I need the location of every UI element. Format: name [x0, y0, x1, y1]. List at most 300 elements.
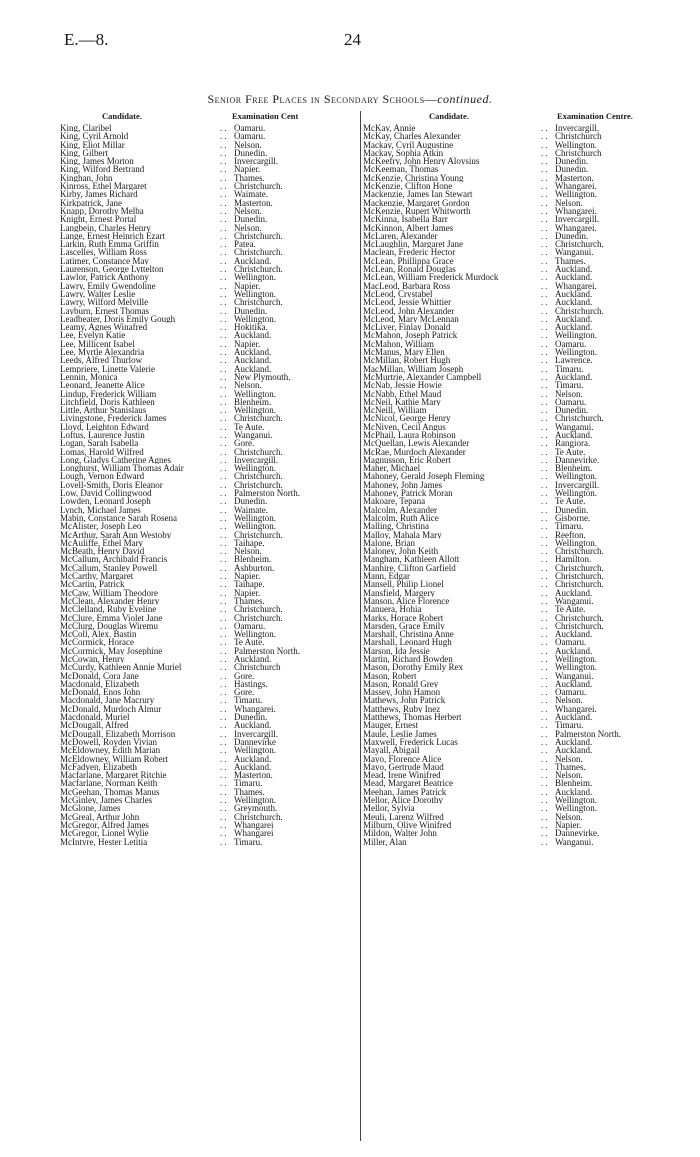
leader-dots: .. — [220, 305, 229, 316]
candidate-name: Mahoney, Patrick Moran — [363, 489, 453, 498]
examination-centre: Christchurch. — [234, 413, 283, 424]
candidate-name: McLeod, Mary McLennan — [363, 314, 459, 324]
examination-centre: Auckland. — [234, 255, 272, 266]
examination-centre: Wellington. — [555, 488, 598, 499]
leader-dots: .. — [220, 753, 229, 764]
table-row — [60, 597, 358, 605]
leader-dots: .. — [541, 131, 550, 142]
right-column — [360, 111, 689, 1141]
examination-centre: Wellington. — [555, 537, 598, 548]
leader-dots: .. — [541, 678, 550, 689]
table-row — [60, 224, 358, 232]
leader-dots: .. — [541, 396, 550, 407]
leader-dots: .. — [220, 471, 229, 482]
examination-centre: Greymouth. — [234, 803, 278, 814]
table-row — [363, 829, 689, 837]
leader-dots: .. — [220, 313, 229, 324]
table-row — [363, 555, 689, 563]
table-row — [363, 614, 689, 622]
table-row — [363, 124, 689, 132]
examination-centre: Christchurch. — [234, 471, 283, 482]
examination-centre: Wellington. — [234, 629, 277, 640]
table-row — [60, 564, 358, 572]
candidate-name: Lynch, Michael James — [60, 505, 141, 514]
leader-dots: .. — [220, 181, 229, 192]
examination-centre: Oamaru. — [555, 396, 587, 407]
examination-centre: Wellington. — [234, 388, 277, 399]
table-row — [60, 414, 358, 422]
leader-dots: .. — [220, 811, 229, 822]
examination-centre: Thames. — [234, 172, 265, 183]
leader-dots: .. — [541, 363, 550, 374]
table-row — [60, 141, 358, 149]
table-row — [60, 663, 358, 671]
examination-centre: Wellington. — [234, 313, 277, 324]
table-row — [363, 572, 689, 580]
leader-dots: .. — [220, 736, 229, 747]
examination-centre: Wellington. — [234, 795, 277, 806]
candidate-name: McMahon, William — [363, 339, 434, 349]
candidate-name: Lloyd, Leighton Edward — [60, 422, 149, 431]
candidate-name: McCormick, May Josephine — [60, 646, 163, 655]
leader-dots: .. — [541, 313, 550, 324]
candidate-name: McLean, Phillippa Grace — [363, 256, 454, 266]
leader-dots: .. — [541, 645, 550, 656]
examination-centre: Nelson. — [234, 205, 262, 216]
candidate-name: Lindup, Frederick William — [60, 389, 157, 398]
table-row — [60, 614, 358, 622]
table-row — [363, 207, 689, 215]
table-row — [60, 273, 358, 281]
leader-dots: .. — [220, 147, 229, 158]
leader-dots: .. — [220, 579, 229, 590]
examination-centre: Dannevirke. — [555, 828, 600, 839]
examination-centre: Christchurch. — [555, 305, 604, 316]
candidate-name: McLaren, Alexander — [363, 231, 438, 241]
leader-dots: .. — [220, 687, 229, 698]
leader-dots: .. — [541, 322, 550, 333]
leader-dots: .. — [541, 247, 550, 258]
table-row — [60, 174, 358, 182]
examination-centre: Nelson. — [234, 380, 262, 391]
candidate-name: McAlister, Joseph Leo — [60, 522, 142, 531]
leader-dots: .. — [220, 421, 229, 432]
table-row — [363, 605, 689, 613]
examination-centre: Auckland. — [555, 645, 593, 656]
table-row — [60, 804, 358, 812]
leader-dots: .. — [541, 612, 550, 623]
candidate-name: MacMillan, William Joseph — [363, 364, 464, 373]
leader-dots: .. — [541, 795, 550, 806]
candidate-name: Lawry, Emily Gwendoline — [60, 281, 156, 290]
leader-dots: .. — [541, 761, 550, 772]
table-row — [60, 157, 358, 165]
table-row — [60, 580, 358, 588]
leader-dots: .. — [220, 288, 229, 299]
table-row — [363, 232, 689, 240]
examination-centre: Timaru. — [555, 380, 584, 391]
table-row — [60, 647, 358, 655]
examination-centre: Auckland. — [234, 363, 272, 374]
leader-dots: .. — [541, 380, 550, 391]
candidate-name: McColl, Alex. Bastin — [60, 630, 137, 639]
candidate-name: Mahoney, Gerald Joseph Fleming — [363, 472, 485, 481]
leader-dots: .. — [541, 338, 550, 349]
examination-centre: Thames. — [234, 786, 265, 797]
examination-centre: Christchurch. — [234, 264, 283, 275]
examination-centre: Te Aute. — [555, 496, 586, 507]
leader-dots: .. — [541, 264, 550, 275]
table-row — [363, 713, 689, 721]
candidate-name: Mason, Ronald Grey — [363, 679, 439, 689]
examination-centre: Thames. — [234, 595, 265, 606]
examination-centre: Palmerston North. — [234, 488, 300, 499]
leader-dots: .. — [541, 488, 550, 499]
leader-dots: .. — [220, 446, 229, 457]
leader-dots: .. — [220, 537, 229, 548]
candidate-name: Magnusson, Eric Robert — [363, 455, 451, 465]
candidate-name: McDougall, Elizabeth Morrison — [60, 729, 176, 738]
candidate-name: Lovell-Smith, Doris Eleanor — [60, 480, 163, 490]
examination-centre: Dunedin. — [555, 405, 589, 416]
examination-centre: Taihape. — [234, 579, 265, 590]
candidate-name: McGregor, Alfred James — [60, 820, 149, 830]
candidate-name: Latimer, Constance May — [60, 256, 149, 266]
candidate-name: Malloy, Mahala Mary — [363, 530, 442, 539]
examination-centre: Wellington. — [555, 189, 598, 200]
leader-dots: .. — [541, 123, 550, 133]
leader-dots: .. — [220, 463, 229, 474]
examination-centre: Wellington. — [234, 512, 277, 523]
candidate-name: McDowell, Royden Vivian — [60, 737, 158, 747]
candidate-name: Malcolm, Alexander — [363, 505, 437, 514]
examination-centre: Hastings. — [234, 678, 268, 689]
candidate-name: McKay, Charles Alexander — [363, 132, 461, 141]
candidate-name: McDonald, Cora Jane — [60, 671, 139, 680]
leader-dots: .. — [541, 745, 550, 756]
table-row — [363, 721, 689, 729]
candidate-name: McManus, Mary Ellen — [363, 348, 445, 357]
candidate-name: Lee, Millicent Isabel — [60, 339, 135, 349]
report-reference: E.—8. — [64, 30, 109, 49]
leader-dots: .. — [220, 454, 229, 465]
examination-centre: Auckland. — [234, 753, 272, 764]
leader-dots: .. — [541, 654, 550, 664]
examination-centre: Te Aute. — [234, 637, 265, 648]
leader-dots: .. — [541, 181, 550, 192]
candidate-name: Manson, Alice Florence — [363, 596, 450, 606]
leader-dots: .. — [220, 629, 229, 640]
examination-centre: Nelson. — [555, 811, 583, 822]
table-row — [60, 838, 358, 846]
leader-dots: .. — [220, 828, 229, 839]
candidate-name: McKinna, Isabella Barr — [363, 215, 448, 224]
table-row — [363, 273, 689, 281]
leader-dots: .. — [541, 778, 550, 789]
table-row — [363, 489, 689, 497]
candidate-header: Candidate. — [102, 111, 142, 121]
table-row — [60, 522, 358, 530]
candidate-name: Leonard, Jeanette Alice — [60, 381, 145, 390]
candidate-header: Candidate. — [429, 111, 469, 121]
leader-dots: .. — [541, 728, 550, 739]
examination-centre: Oamaru. — [555, 338, 587, 349]
examination-centre: Napier. — [234, 164, 261, 175]
examination-centre: Dunedin. — [234, 496, 268, 507]
table-row — [363, 597, 689, 605]
table-row — [60, 390, 358, 398]
candidate-name: McPhail, Laura Robinson — [363, 430, 456, 440]
leader-dots: .. — [541, 272, 550, 283]
candidate-name: McRae, Murdoch Alexander — [363, 447, 466, 456]
leader-dots: .. — [220, 239, 229, 250]
examination-centre: Te Aute. — [555, 446, 586, 457]
table-row — [60, 431, 358, 439]
examination-centre: Masterton. — [234, 197, 273, 208]
candidate-name: Layburn, Ernest Thomas — [60, 306, 150, 315]
candidate-name: Mayo, Florence Alice — [363, 754, 442, 763]
table-row — [363, 763, 689, 771]
candidate-name: Lowden, Leonard Joseph — [60, 497, 151, 506]
table-row — [363, 630, 689, 638]
table-row — [363, 174, 689, 182]
examination-centre: Auckland. — [234, 330, 272, 341]
table-row — [60, 738, 358, 746]
examination-centre: Timaru. — [555, 363, 584, 374]
table-row — [363, 755, 689, 763]
candidate-name: Long, Gladys Catherine Agnes — [60, 455, 171, 465]
examination-centre: Invercargill. — [555, 479, 600, 490]
leader-dots: .. — [541, 288, 550, 299]
leader-dots: .. — [541, 371, 550, 382]
candidate-name: Mahoney, John James — [363, 480, 443, 490]
candidate-name: McCartin, Patrick — [60, 580, 125, 589]
table-row — [60, 771, 358, 779]
leader-dots: .. — [541, 811, 550, 822]
candidate-name: King, Gilbert — [60, 148, 108, 158]
examination-centre: Auckland. — [234, 654, 272, 664]
leader-dots: .. — [541, 413, 550, 424]
examination-centre: Dannevirke. — [555, 454, 600, 465]
candidate-name: Marshall, Leonard Hugh — [363, 638, 452, 647]
leader-dots: .. — [220, 637, 229, 648]
table-row — [363, 456, 689, 464]
candidate-name: McArthur, Sarah Ann Westoby — [60, 530, 172, 539]
examination-centre: Wellington. — [555, 803, 598, 814]
candidate-name: McNab, Jessie Howie — [363, 381, 442, 390]
leader-dots: .. — [220, 330, 229, 341]
examination-centre: Auckland. — [234, 355, 272, 366]
leader-dots: .. — [220, 230, 229, 241]
table-row — [60, 265, 358, 273]
examination-centre: Masterton. — [234, 770, 273, 781]
examination-centre: Oamaru. — [234, 131, 266, 142]
examination-centre: Whangarei — [234, 828, 274, 839]
table-row — [363, 431, 689, 439]
candidate-name: Mackay, Sophia Atkin — [363, 148, 444, 158]
candidate-name: McLean, William Frederick Murdock — [363, 273, 499, 282]
leader-dots: .. — [220, 222, 229, 233]
table-row — [363, 298, 689, 306]
leader-dots: .. — [220, 529, 229, 540]
table-row — [60, 688, 358, 696]
candidate-name: Lascelles, William Ross — [60, 248, 147, 257]
examination-centre: Auckland. — [555, 371, 593, 382]
candidate-name: Mason, Dorothy Emily Rex — [363, 663, 463, 672]
table-row — [60, 257, 358, 265]
leader-dots: .. — [541, 529, 550, 540]
candidate-name: Lempriere, Linette Valerie — [60, 364, 156, 373]
examination-centre: Christchurch. — [555, 579, 604, 590]
examination-centre: Wanganui. — [555, 670, 594, 681]
leader-dots: .. — [220, 678, 229, 689]
examination-centre: Christchurch — [555, 131, 602, 142]
table-row — [60, 539, 358, 547]
table-row — [363, 813, 689, 821]
examination-centre: Wellington. — [555, 139, 598, 150]
table-row — [60, 506, 358, 514]
candidate-name: Lawry, Wilford Melville — [60, 298, 149, 307]
examination-centre: Wellington. — [234, 521, 277, 532]
examination-centre: Auckland. — [555, 264, 593, 275]
examination-centre: Whangarei. — [555, 222, 597, 233]
examination-centre: Christchurch. — [555, 413, 604, 424]
candidate-name: Maxwell, Frederick Lucas — [363, 737, 458, 747]
leader-dots: .. — [220, 654, 229, 664]
examination-centre: Christchurch. — [555, 571, 604, 582]
examination-centre: Auckland. — [555, 786, 593, 797]
candidate-name: McLaughlin, Margaret Jane — [363, 240, 464, 249]
table-row — [363, 522, 689, 530]
table-row — [60, 730, 358, 738]
table-row — [60, 630, 358, 638]
examination-centre: Nelson. — [555, 753, 583, 764]
candidate-name: Larkin, Ruth Emma Griffin — [60, 240, 159, 249]
examination-centre: Auckland. — [555, 429, 593, 440]
candidate-name: McCaw, William Theodore — [60, 588, 158, 597]
examination-centre: Auckland. — [555, 629, 593, 640]
examination-centre: Blenheim. — [234, 396, 272, 407]
leader-dots: .. — [541, 620, 550, 631]
table-row — [363, 779, 689, 787]
table-row — [60, 132, 358, 140]
leader-dots: .. — [220, 836, 229, 847]
left-rows — [60, 124, 358, 846]
examination-centre: Taihape. — [234, 537, 265, 548]
candidate-name: Macdonald, Elizabeth — [60, 679, 139, 689]
candidate-name: Knight, Ernest Portal — [60, 215, 137, 224]
table-row — [363, 680, 689, 688]
leader-dots: .. — [220, 819, 229, 830]
examination-centre: Blenheim. — [555, 463, 593, 474]
examination-centre: Nelson. — [555, 770, 583, 781]
candidate-name: Logan, Sarah Isabella — [60, 439, 139, 448]
table-row — [60, 398, 358, 406]
table-row — [60, 821, 358, 829]
candidate-name: Lee, Evelyn Katie — [60, 331, 126, 340]
leader-dots: .. — [541, 172, 550, 183]
candidate-name: McQuellan, Lewis Alexander — [363, 439, 470, 448]
leader-dots: .. — [220, 546, 229, 557]
table-row — [60, 514, 358, 522]
candidate-name: McClurg, Douglas Wiremu — [60, 621, 159, 631]
table-row — [60, 589, 358, 597]
table-row — [60, 199, 358, 207]
table-row — [60, 190, 358, 198]
table-row — [363, 340, 689, 348]
table-row — [60, 248, 358, 256]
leader-dots: .. — [220, 388, 229, 399]
examination-centre: Christchurch. — [234, 247, 283, 258]
candidate-name: McCallum, Archibald Francis — [60, 555, 168, 564]
table-row — [363, 564, 689, 572]
examination-centre: Christchurch. — [234, 181, 283, 192]
leader-dots: .. — [220, 612, 229, 623]
examination-centre: Blenheim. — [555, 778, 593, 789]
leader-dots: .. — [541, 512, 550, 523]
leader-dots: .. — [220, 786, 229, 797]
table-row — [363, 315, 689, 323]
examination-centre: Gore. — [234, 438, 255, 449]
candidate-name: McAuliffe, Ethel Mary — [60, 538, 144, 548]
examination-centre: Wellington. — [234, 463, 277, 474]
table-row — [363, 771, 689, 779]
candidate-name: Mackenzie, Margaret Gordon — [363, 198, 470, 207]
table-row — [363, 547, 689, 555]
leader-dots: .. — [220, 189, 229, 200]
candidate-name: McCowan, Henry — [60, 655, 125, 664]
leader-dots: .. — [220, 272, 229, 283]
table-row — [363, 182, 689, 190]
table-row — [363, 838, 689, 846]
leader-dots: .. — [541, 280, 550, 291]
leader-dots: .. — [541, 770, 550, 781]
candidate-name: Maloney, John Keith — [363, 547, 439, 556]
table-row — [60, 796, 358, 804]
examination-centre: Wanganui. — [555, 836, 594, 847]
examination-centre: Dannevirke — [234, 736, 276, 747]
leader-dots: .. — [220, 504, 229, 515]
leader-dots: .. — [220, 264, 229, 275]
candidate-name: Mellor, Alice Dorothy — [363, 796, 443, 805]
candidate-name: Mackay, Cyril Augustine — [363, 140, 454, 149]
table-row — [60, 638, 358, 646]
examination-centre: Dunedin. — [234, 305, 268, 316]
table-row — [363, 589, 689, 597]
candidate-name: McDonald, Enos John — [60, 688, 141, 697]
candidate-name: McNicol, George Henry — [363, 414, 451, 423]
leader-dots: .. — [220, 247, 229, 258]
examination-centre: Dunedin. — [555, 230, 589, 241]
candidate-name: Kirby, James Richard — [60, 190, 138, 199]
leader-dots: .. — [220, 778, 229, 789]
table-row — [363, 141, 689, 149]
examination-centre: Auckland. — [555, 587, 593, 598]
table-row — [60, 207, 358, 215]
leader-dots: .. — [541, 305, 550, 316]
leader-dots: .. — [220, 571, 229, 582]
table-row — [363, 282, 689, 290]
candidate-name: Martin, Richard Bowden — [363, 655, 453, 664]
examination-centre: Auckland. — [555, 322, 593, 333]
candidate-name: Mauger, Ernest — [363, 721, 419, 730]
examination-centre: Dunedin. — [555, 164, 589, 175]
examination-centre: Gore. — [234, 687, 255, 698]
candidate-name: Livingstone, Frederick James — [60, 414, 167, 423]
leader-dots: .. — [220, 363, 229, 374]
examination-centre: Auckland. — [555, 297, 593, 308]
table-row — [60, 456, 358, 464]
